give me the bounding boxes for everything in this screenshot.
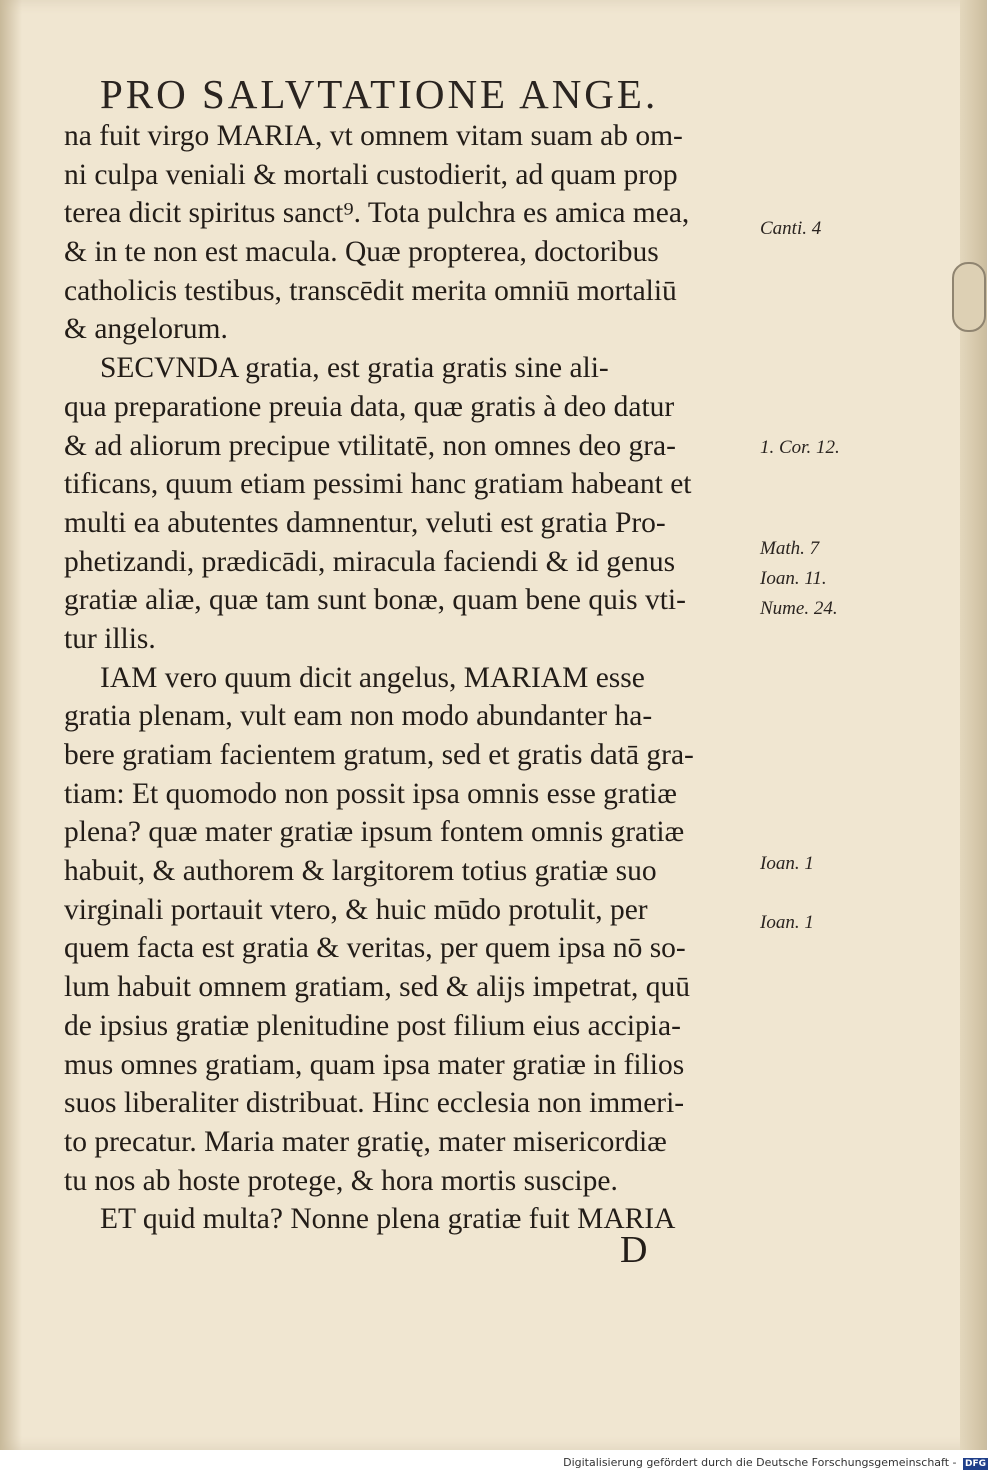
running-head: PRO SALVTATIONE ANGE. [100,71,659,117]
text-line-3: terea dicit spiritus sanct⁹. Tota pulchra es amica mea, [64,197,690,230]
body-text [64,117,764,1239]
margin-note: Canti. 4 [760,218,822,239]
text-line-9: & ad aliorum precipue vtilitatē, non omnes deo gra- [64,429,676,462]
text-line-6: & angelorum. [64,313,228,346]
margin-note: 1. Cor. 12. [760,437,840,458]
text-line-13: gratiæ aliæ, quæ tam sunt bonæ, quam bene quis vti- [64,584,686,617]
text-line-16: gratia plenam, vult eam non modo abundanter ha- [64,700,653,733]
margin-note: Ioan. 11. [760,568,827,589]
footer-text: Digitalisierung gefördert durch die Deutsche Forschungsgemeinschaft - [563,1456,957,1469]
footer-credit [563,1456,988,1470]
margin-note: Ioan. 1 [760,853,814,874]
text-line-27: to precatur. Maria mater gratię, mater misericordiæ [64,1125,667,1158]
text-line-11: multi ea abutentes damnentur, veluti est gratia Pro- [64,506,666,539]
margin-note: Ioan. 1 [760,912,814,933]
text-line-5: catholicis testibus, transcēdit merita omniū mortaliū [64,274,677,307]
text-line-10: tificans, quum etiam pessimi hanc gratiam habeant et [64,468,692,501]
text-line-15: IAM vero quum dicit angelus, MARIAM esse [100,661,645,694]
text-line-24: de ipsius gratiæ plenitudine post filium eius accipia- [64,1009,681,1042]
dfg-logo: DFG [964,1459,986,1469]
text-line-7: SECVNDA gratia, est gratia gratis sine ali- [100,352,609,385]
text-line-21: virginali portauit vtero, & huic mūdo protulit, per [64,893,648,926]
text-line-26: suos liberaliter distribuat. Hinc ecclesia non immeri- [64,1087,685,1120]
text-line-18: tiam: Et quomodo non possit ipsa omnis esse gratiæ [64,777,677,810]
text-line-4: & in te non est macula. Quæ propterea, doctoribus [64,236,659,269]
text-line-1: na fuit virgo MARIA, vt omnem vitam suam ab om- [64,120,683,152]
text-line-25: mus omnes gratiam, quam ipsa mater gratiæ in filios [64,1048,685,1081]
text-line-29: ET quid multa? Nonne plena gratiæ fuit MARIA [100,1203,676,1236]
signature-mark: D [620,1229,648,1271]
gutter-shadow [0,0,22,1450]
text-line-14: tur illis. [64,622,156,655]
margin-note: Nume. 24. [760,598,838,619]
text-line-22: quem facta est gratia & veritas, per quem ipsa nō so- [64,932,686,965]
text-line-17: bere gratiam facientem gratum, sed et gratis datā gra- [64,739,694,771]
margin-note: Math. 7 [760,538,820,559]
book-clasp [952,262,986,332]
page-edge [960,0,986,1450]
text-line-8: qua preparatione preuia data, quæ gratis à deo datur [64,390,675,423]
text-line-2: ni culpa veniali & mortali custodierit, ad quam prop [64,158,678,191]
text-line-28: tu nos ab hoste protege, & hora mortis suscipe. [64,1164,618,1197]
text-line-12: phetizandi, prædicādi, miracula faciendi & id genus [64,545,676,578]
text-line-20: habuit, & authorem & largitorem totius gratiæ suo [64,855,657,888]
text-line-23: lum habuit omnem gratiam, sed & alijs impetrat, quū [64,971,690,1004]
text-line-19: plena? quæ mater gratiæ ipsum fontem omnis gratiæ [64,816,685,849]
